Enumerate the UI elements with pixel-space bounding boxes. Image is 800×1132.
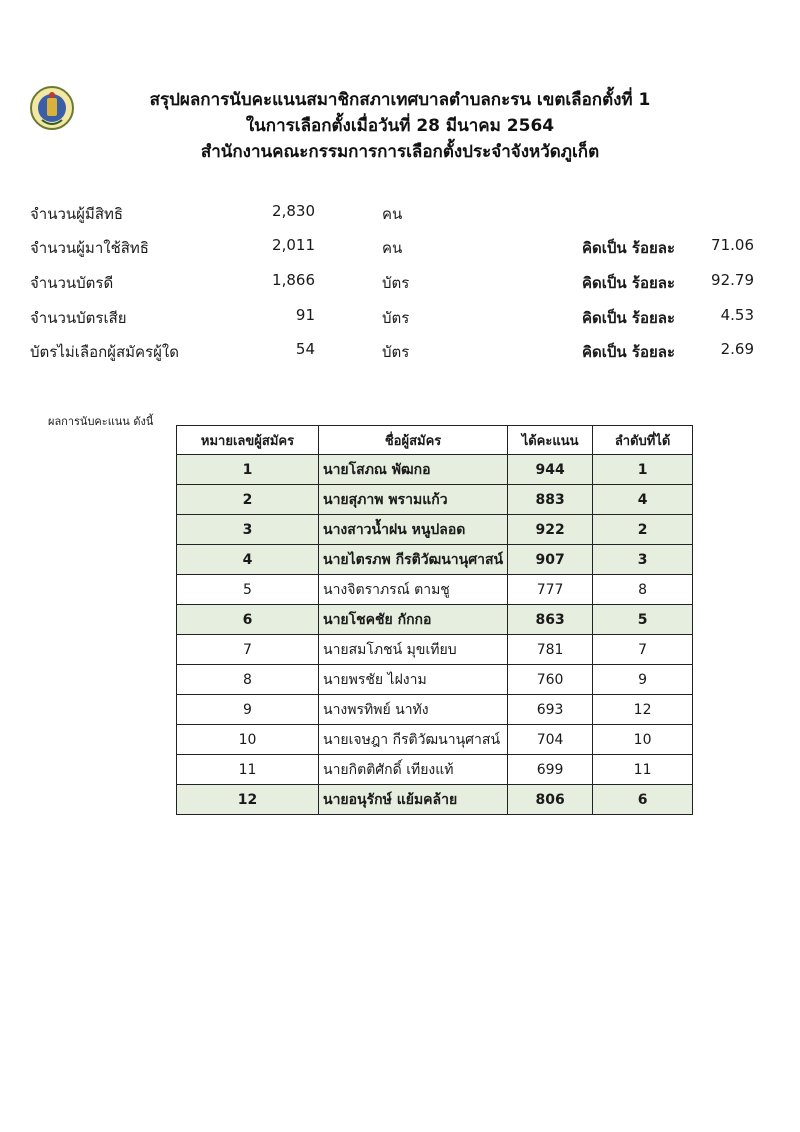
document-title: สรุปผลการนับคะแนนสมาชิกสภาเทศบาลตำบลกะรน เขตเลือกตั้งที่ 1 (149, 90, 651, 110)
rank-cell: 4 (593, 485, 693, 515)
table-row (177, 455, 693, 485)
rank-cell: 1 (593, 455, 693, 485)
votes-cell: 944 (508, 455, 593, 485)
rank-cell: 10 (593, 725, 693, 755)
rank-cell: 12 (593, 695, 693, 725)
rank-cell: 2 (593, 515, 693, 545)
stat-value: 91 (295, 306, 315, 324)
rank-cell: 6 (593, 785, 693, 815)
stat-row-invalid-ballots (0, 300, 800, 334)
votes-cell: 883 (508, 485, 593, 515)
stat-value: 2,830 (272, 202, 315, 220)
table-header-row (177, 426, 693, 455)
table-row (177, 485, 693, 515)
stat-percent: 71.06 (711, 236, 754, 254)
candidate-number-cell: 3 (177, 515, 319, 545)
header-candidate-number: หมายเลขผู้สมัคร (177, 426, 319, 455)
stat-percent-prefix: คิดเป็น ร้อยละ (582, 274, 676, 292)
rank-cell: 5 (593, 605, 693, 635)
votes-cell: 806 (508, 785, 593, 815)
rank-cell: 11 (593, 755, 693, 785)
stat-unit: บัตร (382, 343, 410, 361)
candidate-name-cell: นายสมโภชน์ มุขเทียบ (319, 635, 508, 665)
stat-value: 54 (295, 340, 315, 358)
votes-cell: 693 (508, 695, 593, 725)
candidate-name-cell: นายสุภาพ พรามแก้ว (319, 485, 508, 515)
header-rank: ลำดับที่ได้ (593, 426, 693, 455)
votes-cell: 760 (508, 665, 593, 695)
stat-unit: บัตร (382, 274, 410, 292)
stat-unit: คน (382, 239, 403, 257)
candidate-number-cell: 1 (177, 455, 319, 485)
candidate-name-cell: นายเจษฎา กีรติวัฒนานุศาสน์ (319, 725, 508, 755)
candidate-name-cell: นายไตรภพ กีรติวัฒนานุศาสน์ (319, 545, 508, 575)
candidate-name-cell: นางพรทิพย์ นาทัง (319, 695, 508, 725)
candidate-name-cell: นางสาวน้ำฝน หนูปลอด (319, 515, 508, 545)
stat-row-eligible (0, 196, 800, 230)
votes-cell: 781 (508, 635, 593, 665)
results-intro: ผลการนับคะแนน ดังนี้ (48, 415, 154, 428)
candidate-number-cell: 11 (177, 755, 319, 785)
candidate-number-cell: 12 (177, 785, 319, 815)
table-row (177, 665, 693, 695)
table-row (177, 785, 693, 815)
candidate-name-cell: นายอนุรักษ์ แย้มคล้าย (319, 785, 508, 815)
votes-cell: 922 (508, 515, 593, 545)
stat-row-valid-ballots (0, 265, 800, 299)
votes-cell: 777 (508, 575, 593, 605)
rank-cell: 9 (593, 665, 693, 695)
candidate-name-cell: นายพรชัย ไฝงาม (319, 665, 508, 695)
candidate-number-cell: 6 (177, 605, 319, 635)
rank-cell: 7 (593, 635, 693, 665)
candidate-name-cell: นายโชคชัย กักกอ (319, 605, 508, 635)
candidate-number-cell: 7 (177, 635, 319, 665)
table-row (177, 605, 693, 635)
table-row (177, 695, 693, 725)
header-candidate-name: ชื่อผู้สมัคร (319, 426, 508, 455)
header-votes: ได้คะแนน (508, 426, 593, 455)
stat-unit: คน (382, 205, 403, 223)
stat-label: จำนวนบัตรเสีย (30, 309, 127, 327)
stat-percent-prefix: คิดเป็น ร้อยละ (582, 309, 676, 327)
votes-cell: 863 (508, 605, 593, 635)
stat-label: จำนวนผู้มาใช้สิทธิ (30, 239, 149, 257)
table-row (177, 635, 693, 665)
candidate-number-cell: 2 (177, 485, 319, 515)
stat-percent: 4.53 (720, 306, 754, 324)
candidate-number-cell: 4 (177, 545, 319, 575)
candidate-number-cell: 5 (177, 575, 319, 605)
stat-row-no-vote-ballots (0, 334, 800, 368)
table-row (177, 725, 693, 755)
stat-percent: 2.69 (720, 340, 754, 358)
rank-cell: 8 (593, 575, 693, 605)
stat-value: 2,011 (272, 236, 315, 254)
ect-emblem-icon (28, 84, 76, 132)
votes-cell: 699 (508, 755, 593, 785)
office-line: สำนักงานคณะกรรมการการเลือกตั้งประจำจังหวัดภูเก็ต (200, 142, 600, 162)
stat-row-turnout (0, 230, 800, 264)
stat-percent-prefix: คิดเป็น ร้อยละ (582, 343, 676, 361)
candidate-number-cell: 9 (177, 695, 319, 725)
candidate-name-cell: นายกิตติศักดิ์ เทียงแท้ (319, 755, 508, 785)
votes-cell: 907 (508, 545, 593, 575)
stat-value: 1,866 (272, 271, 315, 289)
table-row (177, 545, 693, 575)
results-table (176, 425, 693, 815)
stat-percent: 92.79 (711, 271, 754, 289)
table-row (177, 575, 693, 605)
table-row (177, 755, 693, 785)
table-row (177, 515, 693, 545)
candidate-number-cell: 8 (177, 665, 319, 695)
stat-percent-prefix: คิดเป็น ร้อยละ (582, 239, 676, 257)
votes-cell: 704 (508, 725, 593, 755)
stat-unit: บัตร (382, 309, 410, 327)
candidate-name-cell: นายโสภณ พัฒกอ (319, 455, 508, 485)
stat-label: จำนวนผู้มีสิทธิ (30, 205, 124, 223)
candidate-number-cell: 10 (177, 725, 319, 755)
stat-label: บัตรไม่เลือกผู้สมัครผู้ใด (30, 343, 179, 361)
election-date-line: ในการเลือกตั้งเมื่อวันที่ 28 มีนาคม 2564 (245, 116, 555, 136)
stat-label: จำนวนบัตรดี (30, 274, 114, 292)
candidate-name-cell: นางจิตราภรณ์ ตามชู (319, 575, 508, 605)
rank-cell: 3 (593, 545, 693, 575)
